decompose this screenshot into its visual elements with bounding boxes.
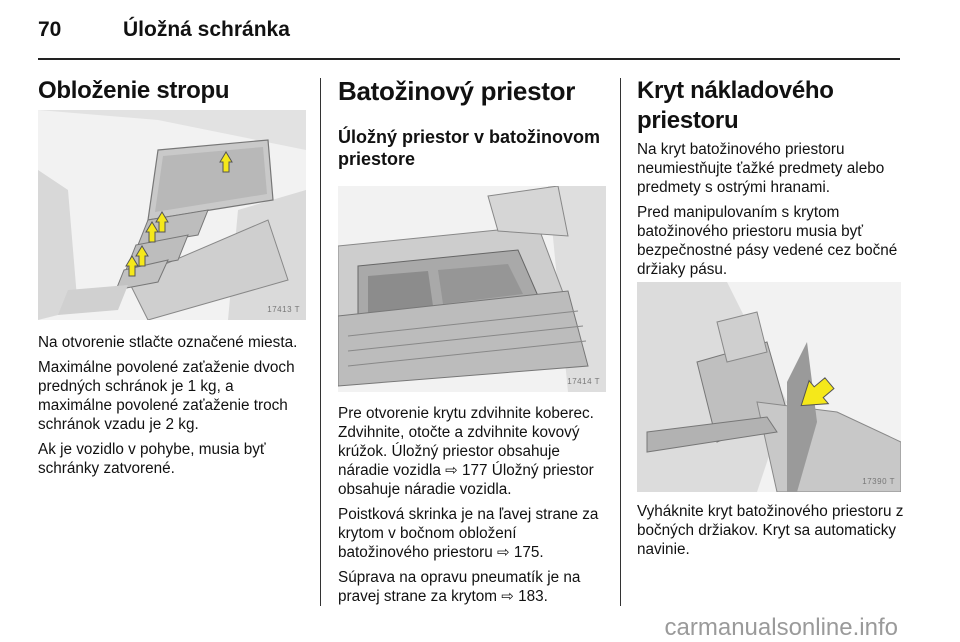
paragraph: Maximálne povolené zaťaženie dvoch predných schránok je 1 kg, a maximálne povolené zaťaženie troch schránok vzadu je 2 kg. (38, 359, 295, 433)
roof-lining-text (38, 333, 310, 478)
section-heading: Batožinový priestor (338, 76, 576, 106)
paragraph: Súprava na opravu pneumatík je na pravej strane za krytom ⇨ 183. (338, 569, 581, 605)
luggage-storage-figure (338, 186, 606, 392)
paragraph: Na otvorenie stlačte označené miesta. (38, 334, 298, 351)
page-reference[interactable]: 175. (513, 544, 544, 561)
reference-arrow-icon: ⇨ (445, 462, 458, 479)
paragraph: Na kryt batožinového priestoru neumiestňujte ťažké predmety alebo predmety s ostrými hranami. (637, 141, 885, 196)
section-heading: Obloženie stropu (38, 77, 230, 104)
figure-code: 17390 T (862, 477, 895, 486)
column-luggage (338, 72, 606, 170)
header-rule (38, 58, 900, 60)
page-reference[interactable]: 177 (461, 462, 488, 479)
paragraph: Poistková skrinka je na ľavej strane za krytom v bočnom obložení batožinového priestoru ⇨ 175. (338, 506, 599, 561)
reference-arrow-icon: ⇨ (501, 588, 514, 605)
paragraph: Pred manipulovaním s krytom batožinového priestoru musia byť bezpečnostné pásy vedené cez bočné držiaky pásu. (637, 204, 898, 278)
column-divider (320, 78, 321, 606)
column-roof-lining (38, 72, 306, 106)
chapter-title: Úložná schránka (123, 18, 290, 41)
column-divider (620, 78, 621, 606)
page-reference[interactable]: 183. (518, 588, 548, 605)
section-heading: Kryt nákladového priestoru (637, 77, 834, 134)
paragraph: Pre otvorenie krytu zdvihnite koberec. Zdvihnite, otočte a zdvihnite kovový krúžok. Úložný priestor obsahuje náradie vozidla ⇨ 177 Úložný priestor obsahuje náradie vozidla. (338, 405, 594, 498)
subsection-heading: Úložný priestor v batožinovom priestore (338, 127, 601, 169)
cargo-cover-text (637, 502, 907, 559)
cargo-cover-figure (637, 282, 901, 492)
column-cargo-cover (637, 72, 907, 315)
roof-lining-figure (38, 110, 306, 320)
watermark: carmanualsonline.info (664, 614, 898, 641)
figure-code: 17413 T (267, 305, 300, 314)
figure-code: 17414 T (567, 377, 600, 386)
paragraph: Vyháknite kryt batožinového priestoru z bočných držiakov. Kryt sa automaticky navinie. (637, 503, 904, 558)
reference-arrow-icon: ⇨ (497, 544, 510, 561)
luggage-text (338, 404, 610, 606)
paragraph: Ak je vozidlo v pohybe, musia byť schránky zatvorené. (38, 441, 266, 477)
page-number: 70 (38, 18, 62, 41)
